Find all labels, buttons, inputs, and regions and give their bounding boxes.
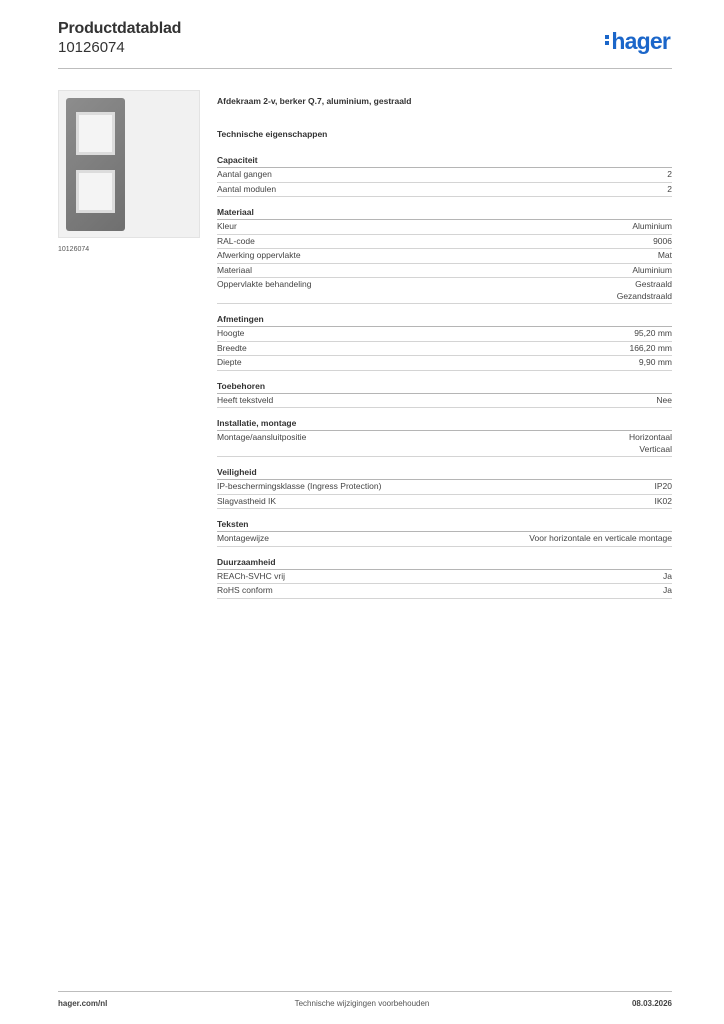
spec-row bbox=[217, 342, 672, 357]
spec-label: Slagvastheid IK bbox=[217, 495, 277, 506]
spec-value-line: Aluminium bbox=[632, 221, 672, 231]
spec-group-title: Capaciteit bbox=[217, 154, 672, 168]
spec-label: Aantal gangen bbox=[217, 169, 272, 179]
spec-value-line: Nee bbox=[656, 394, 672, 405]
spec-label: Breedte bbox=[217, 342, 247, 353]
logo-dots-icon bbox=[605, 33, 610, 47]
spec-value bbox=[658, 250, 672, 262]
spec-row bbox=[217, 264, 672, 279]
spec-row bbox=[217, 356, 672, 371]
spec-value bbox=[629, 343, 672, 355]
spec-row bbox=[217, 168, 672, 183]
spec-row bbox=[217, 394, 672, 409]
spec-group bbox=[217, 313, 672, 371]
spec-group-title: Installatie, montage bbox=[217, 417, 672, 431]
spec-group-title: Veiligheid bbox=[217, 466, 672, 480]
spec-row bbox=[217, 327, 672, 342]
spec-group-title: Teksten bbox=[217, 518, 672, 532]
header-divider bbox=[58, 68, 672, 69]
spec-value bbox=[663, 585, 672, 597]
spec-value-line: 9006 bbox=[653, 235, 672, 246]
spec-value bbox=[617, 279, 672, 302]
spec-row bbox=[217, 278, 672, 304]
document-title: Productdatablad bbox=[58, 20, 182, 37]
spec-group-title: Toebehoren bbox=[217, 380, 672, 394]
spec-value-line: Ja bbox=[663, 585, 672, 595]
footer-divider bbox=[58, 991, 672, 992]
spec-row bbox=[217, 532, 672, 547]
product-image bbox=[58, 90, 200, 238]
spec-row bbox=[217, 570, 672, 585]
spec-label: REACh-SVHC vrij bbox=[217, 570, 286, 581]
spec-value bbox=[663, 571, 672, 583]
section-heading: Technische eigenschappen bbox=[217, 129, 328, 139]
spec-label: Montage/aansluitpositie bbox=[217, 432, 307, 442]
spec-row bbox=[217, 235, 672, 250]
footer-website: hager.com/nl bbox=[58, 999, 108, 1008]
spec-group bbox=[217, 466, 672, 509]
spec-group bbox=[217, 518, 672, 547]
product-name: Afdekraam 2-v, berker Q.7, aluminium, gestraald bbox=[217, 96, 412, 106]
spec-value bbox=[632, 265, 672, 277]
spec-row bbox=[217, 584, 672, 599]
spec-value bbox=[667, 169, 672, 181]
spec-value bbox=[656, 395, 672, 407]
spec-value-line: Aluminium bbox=[632, 264, 672, 275]
spec-content bbox=[217, 95, 672, 608]
spec-row bbox=[217, 249, 672, 264]
spec-row bbox=[217, 183, 672, 198]
spec-value-line: Gestraald bbox=[635, 279, 672, 289]
spec-label: RoHS conform bbox=[217, 585, 273, 595]
spec-value-line: Mat bbox=[657, 250, 672, 260]
spec-value-line: 2 bbox=[667, 183, 672, 194]
spec-value-line: IK02 bbox=[654, 495, 672, 506]
spec-row bbox=[217, 495, 672, 510]
spec-value bbox=[634, 328, 672, 340]
spec-value bbox=[653, 236, 672, 248]
spec-group-title: Afmetingen bbox=[217, 313, 672, 327]
spec-value-line: Horizontaal bbox=[629, 432, 672, 442]
spec-group bbox=[217, 380, 672, 409]
spec-value-line: IP20 bbox=[654, 481, 672, 491]
spec-group bbox=[217, 556, 672, 599]
spec-label: Kleur bbox=[217, 221, 237, 231]
spec-value-line: 9,90 mm bbox=[638, 357, 672, 367]
spec-value bbox=[529, 533, 672, 545]
spec-value bbox=[667, 184, 672, 196]
spec-row bbox=[217, 431, 672, 457]
spec-group bbox=[217, 154, 672, 197]
spec-value-line: Verticaal bbox=[639, 443, 672, 454]
footer-disclaimer: Technische wijzigingen voorbehouden bbox=[294, 999, 430, 1008]
spec-groups bbox=[217, 154, 672, 599]
spec-value-line: Gezandstraald bbox=[616, 290, 672, 301]
spec-label: Afwerking oppervlakte bbox=[217, 250, 301, 260]
spec-value-line: 2 bbox=[667, 169, 672, 179]
spec-label: Materiaal bbox=[217, 264, 252, 275]
spec-row bbox=[217, 220, 672, 235]
frame-opening-bottom bbox=[76, 170, 115, 213]
spec-group-title: Duurzaamheid bbox=[217, 556, 672, 570]
logo-text: hager bbox=[611, 28, 670, 54]
spec-value-line: 166,20 mm bbox=[629, 342, 672, 353]
image-caption: 10126074 bbox=[58, 246, 90, 253]
footer-date: 08.03.2026 bbox=[631, 999, 672, 1008]
spec-label: Hoogte bbox=[217, 328, 245, 338]
cover-frame-illustration bbox=[66, 98, 125, 231]
spec-group bbox=[217, 206, 672, 304]
spec-value bbox=[655, 481, 673, 493]
spec-label: Heeft tekstveld bbox=[217, 394, 274, 405]
spec-value-line: 95,20 mm bbox=[634, 328, 672, 338]
spec-value bbox=[655, 496, 673, 508]
spec-label: Aantal modulen bbox=[217, 183, 277, 194]
spec-value bbox=[629, 432, 672, 455]
spec-label: IP-beschermingsklasse (Ingress Protection) bbox=[217, 481, 382, 491]
spec-group-title: Materiaal bbox=[217, 206, 672, 220]
spec-value-line: Ja bbox=[663, 570, 672, 581]
frame-opening-top bbox=[76, 112, 115, 155]
spec-value bbox=[632, 221, 672, 233]
spec-label: Diepte bbox=[217, 357, 242, 367]
spec-label: Oppervlakte behandeling bbox=[217, 279, 312, 289]
spec-value-line: Voor horizontale en verticale montage bbox=[529, 533, 672, 543]
spec-group bbox=[217, 417, 672, 457]
document-number: 10126074 bbox=[58, 39, 125, 56]
spec-value bbox=[639, 357, 672, 369]
spec-label: RAL-code bbox=[217, 235, 255, 246]
spec-row bbox=[217, 480, 672, 495]
hager-logo bbox=[605, 28, 670, 55]
spec-label: Montagewijze bbox=[217, 533, 269, 543]
page-header bbox=[58, 20, 672, 68]
